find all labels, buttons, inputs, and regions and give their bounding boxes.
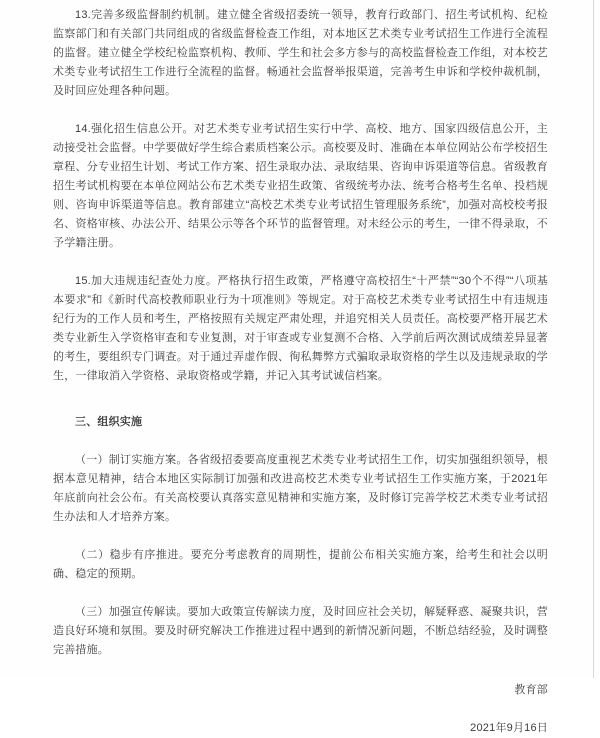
- paragraph-3-3: （三）加强宣传解读。要加大政策宣传解读力度，及时回应社会关切，解疑释惑、凝聚共识，营造良好环境和氛围。要及时研究解决工作推进过程中遇到的新情况新问题，不断总结经验，及时调整完善措施。: [53, 606, 548, 656]
- paragraph-3-2: （二）稳步有序推进。要充分考虑教育的周期性，提前公布相关实施方案，给考生和社会以明确、稳定的预期。: [53, 549, 548, 580]
- issuing-authority: 教育部: [514, 684, 548, 696]
- paragraph-15: 15.加大违规违纪查处力度。严格执行招生政策，严格遵守高校招生“十严禁”“30个不得”“八项基本要求”和《新时代高校教师职业行为十项准则》等规定。对于高校艺术类专业考试招生中有违规违纪行为的工作人员和考生，严格按照有关规定严肃处理，并追究相关人员责任。高校要严格开展艺术类专业新生入学资格审查和专业复测，对于审查或专业复测不合格、入学前后两次测试成绩差异显著的考生，要组织专门调查。对于通过弄虚作假、徇私舞弊方式骗取录取资格的学生以及违规录取的学生，一律取消入学资格、录取资格或学籍，并记入其考试诚信档案。: [53, 275, 548, 382]
- page-right-border: [593, 0, 594, 678]
- paragraph-3-1: （一）制订实施方案。各省级招委要高度重视艺术类专业考试招生工作，切实加强组织领导，根据本意见精神，结合本地区实际制订加强和改进高校艺术类专业考试招生工作实施方案，于2021年年底前向社会公布。有关高校要认真落实意见精神和实施方案，及时修订完善学校艺术类专业考试招生办法和人才培养方案。: [53, 454, 548, 523]
- paragraph-14: 14.强化招生信息公开。对艺术类专业考试招生实行中学、高校、地方、国家四级信息公开，主动接受社会监督。中学要做好学生综合素质档案公示。高校要及时、准确在本单位网站公布学校招生章程、分专业招生计划、考试工作方案、招生录取办法、录取结果、咨询申诉渠道等信息。省级教育招生考试机构要在本单位网站公布艺术类专业招生政策、省级统考办法、统考合格考生名单、投档规则、咨询申诉渠道等信息。教育部建立“高校艺术类专业考试招生管理服务系统”，加强对高校校考报名、资格审核、办法公开、结果公示等各个环节的监督管理。对未经公示的考生，一律不得录取，不予学籍注册。: [53, 123, 548, 249]
- section-heading-3: 三、组织实施: [75, 416, 143, 428]
- signature-block: [53, 681, 548, 738]
- paragraph-13: 13.完善多级监督制约机制。建立健全省级招委统一领导，教育行政部门、招生考试机构、纪检监察部门和有关部门共同组成的省级监督检查工作组，对本地区艺术类专业考试招生工作进行全流程的监督。建立健全学校纪检监察机构、教师、学生和社会多方参与的高校监督检查工作组，对本校艺术类专业考试招生工作进行全流程的监督。畅通社会监督举报渠道，完善考生申诉和学校仲裁机制，及时回应处理各种问题。: [53, 9, 548, 97]
- issue-date: 2021年9月16日: [470, 722, 548, 734]
